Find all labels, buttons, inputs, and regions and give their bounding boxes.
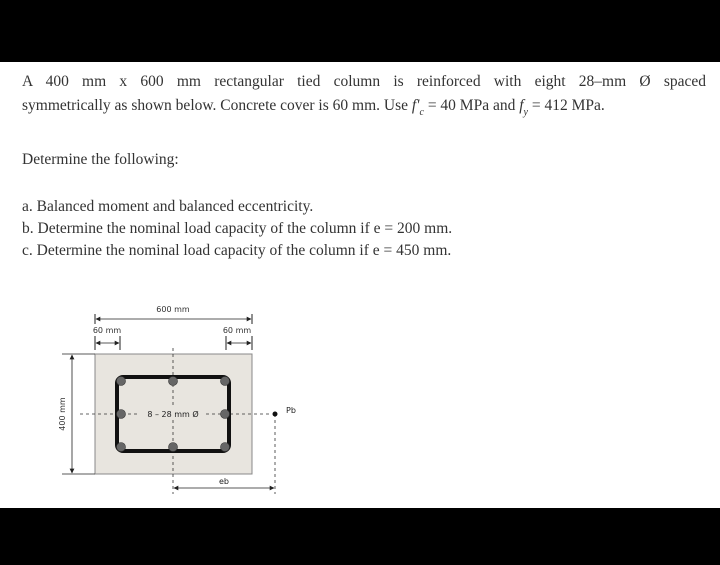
- rebar: [221, 443, 230, 452]
- rebar: [117, 410, 126, 419]
- question-c: c. Determine the nominal load capacity of the column if e = 450 mm.: [22, 242, 452, 259]
- fy-symbol: f: [519, 97, 524, 114]
- load-label: Pb: [286, 406, 296, 415]
- eccentricity-label: eb: [219, 477, 229, 486]
- bars-label: 8 – 28 mm Ø: [147, 410, 199, 419]
- question-b: b. Determine the nominal load capacity of the column if e = 200 mm.: [22, 220, 453, 237]
- left-cover-label: 60 mm: [92, 326, 122, 335]
- rebar: [169, 377, 178, 386]
- column-section-figure: [0, 62, 720, 508]
- rebar: [117, 377, 126, 386]
- problem-line-2: symmetrically as shown below. Concrete cover is 60 mm. Use $f'_c = 40$ MPa and $f_y = 412$ MPa.: [22, 97, 605, 118]
- determine-heading: Determine the following:: [22, 151, 179, 168]
- width-label: 600 mm: [156, 305, 190, 314]
- fy-value: = 412 MPa.: [527, 97, 605, 114]
- right-cover-label: 60 mm: [222, 326, 252, 335]
- problem-line-1: A 400 mm x 600 mm rectangular tied column is reinforced with eight 28–mm Ø spaced: [22, 73, 706, 90]
- height-label: 400 mm: [58, 397, 67, 431]
- rebar: [221, 377, 230, 386]
- rebar: [221, 410, 230, 419]
- load-point: [273, 412, 278, 417]
- rebar: [169, 443, 178, 452]
- document-page: [0, 62, 720, 508]
- rebar: [117, 443, 126, 452]
- fy-subscript: y: [523, 107, 528, 118]
- fc-value: = 40 MPa and: [423, 97, 520, 114]
- fc-symbol: f': [411, 97, 420, 114]
- fc-subscript: c: [419, 107, 424, 118]
- question-a: a. Balanced moment and balanced eccentricity.: [22, 198, 314, 215]
